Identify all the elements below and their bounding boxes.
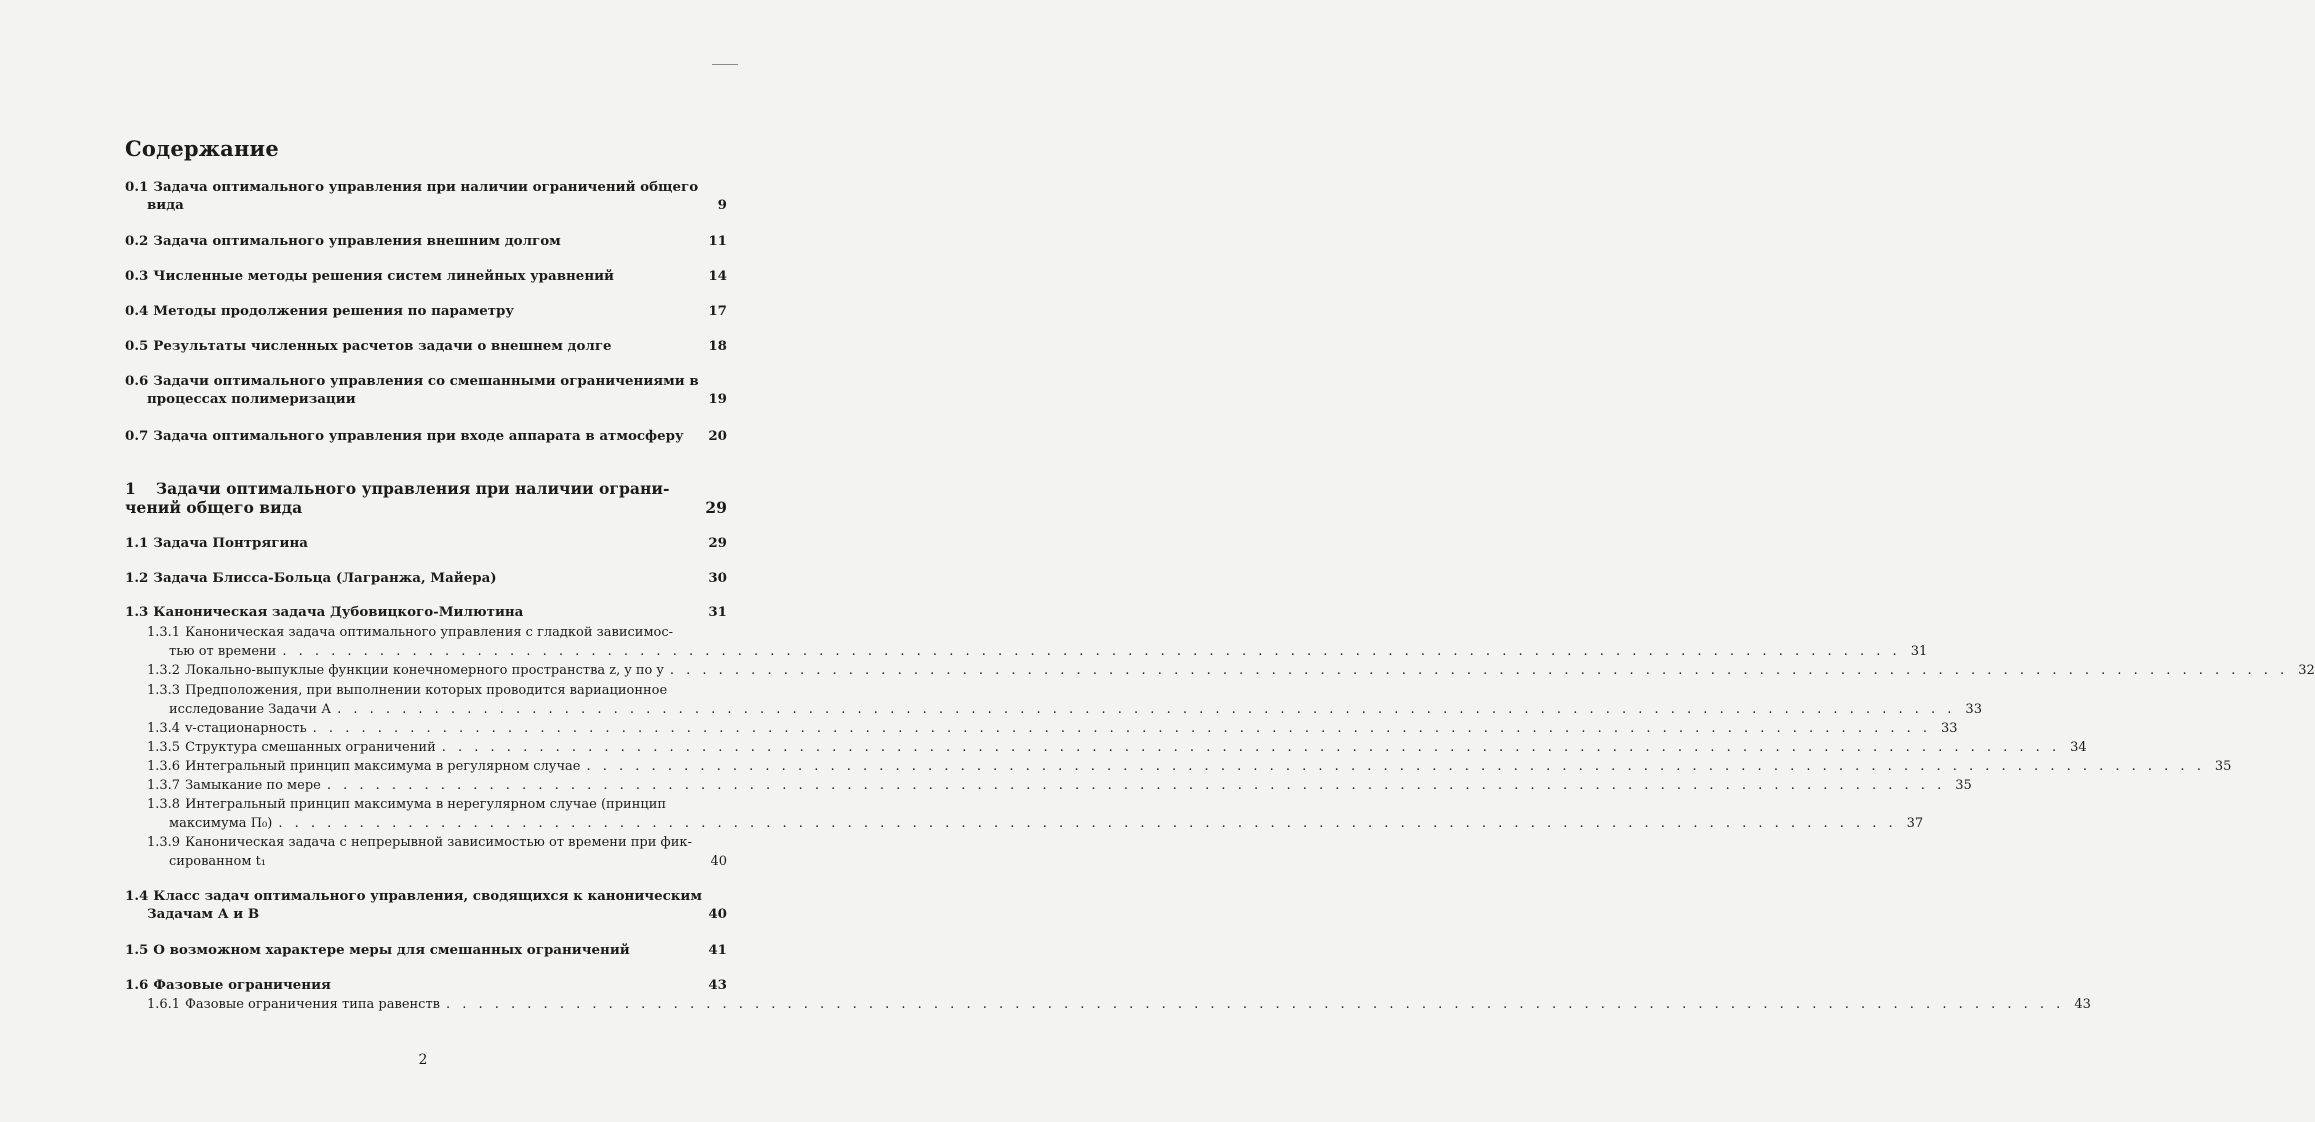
toc-entry-0-2[interactable] [125, 232, 727, 250]
toc-entry-0-7[interactable] [125, 427, 727, 445]
entry-title: Каноническая задача Дубовицкого-Милютина [153, 604, 524, 620]
entry-number: 1.6 [125, 977, 149, 993]
entry-page: 14 [708, 268, 727, 284]
entry-number: 1.5 [125, 942, 149, 958]
toc-subentry-1-3-6[interactable] [147, 757, 2232, 776]
entry-page: 40 [708, 906, 727, 922]
leader-dots [282, 642, 1900, 661]
entry-page: 40 [710, 854, 727, 869]
entry-number: 1.6.1 [147, 997, 181, 1012]
entry-page: 35 [1955, 778, 1972, 793]
entry-title: Каноническая задача с непрерывной зависимостью от времени при фик- [185, 835, 692, 850]
toc-entry-0-1[interactable] [125, 178, 727, 214]
entry-title-cont: вида [147, 197, 184, 213]
entry-number: 1.3.2 [147, 663, 181, 678]
entry-page: 29 [708, 535, 727, 551]
entry-number: 1.1 [125, 535, 149, 551]
entry-title: Предположения, при выполнении которых проводится вариационное [185, 683, 668, 698]
entry-page: 18 [708, 338, 727, 354]
page-title: Содержание [125, 136, 279, 161]
entry-title: Фазовые ограничения [153, 977, 331, 993]
entry-number: 1.2 [125, 570, 149, 586]
entry-title: Каноническая задача оптимального управления с гладкой зависимос- [185, 625, 674, 640]
entry-title: Интегральный принцип максимума в нерегулярном случае (принцип [185, 797, 667, 812]
entry-title: Задачи оптимального управления со смешанными ограничениями в [153, 373, 699, 389]
entry-title: Замыкание по мере [185, 778, 321, 793]
entry-title: Задача Понтрягина [153, 535, 308, 551]
entry-page: 17 [708, 303, 727, 319]
entry-page: 43 [2074, 997, 2091, 1012]
entry-title: Задача оптимального управления при наличии ограничений общего [153, 179, 699, 195]
entry-title-cont: тью от времени [169, 644, 277, 659]
entry-number: 0.3 [125, 268, 149, 284]
toc-chapter-1[interactable] [125, 479, 727, 517]
entry-number: 1.3.7 [147, 778, 181, 793]
toc-entry-0-3[interactable] [125, 267, 727, 285]
leader-dots [587, 757, 2205, 776]
entry-title: Структура смешанных ограничений [185, 740, 436, 755]
entry-title: Методы продолжения решения по параметру [153, 303, 514, 319]
entry-page: 19 [708, 391, 727, 407]
entry-title-cont: процессах полимеризации [147, 391, 356, 407]
page-number: 2 [418, 1052, 428, 1068]
entry-number: 1.4 [125, 888, 149, 904]
toc-subentry-1-3-5[interactable] [147, 738, 2087, 757]
toc-entry-0-4[interactable] [125, 302, 727, 320]
chapter-number: 1 [125, 479, 136, 498]
entry-page: 33 [1941, 721, 1958, 736]
entry-number: 0.2 [125, 233, 149, 249]
entry-number: 0.1 [125, 179, 149, 195]
entry-page: 34 [2070, 740, 2087, 755]
leader-dots [670, 661, 2288, 680]
entry-page: 37 [1906, 816, 1924, 831]
entry-page: 33 [1965, 702, 1982, 717]
entry-page: 43 [708, 977, 727, 993]
entry-title: Задача оптимального управления при входе аппарата в атмосферу [153, 428, 684, 444]
entry-title-cont: исследование Задачи А [169, 702, 332, 717]
toc-entry-1-6[interactable] [125, 976, 727, 994]
toc-entry-1-5[interactable] [125, 941, 727, 959]
toc-entry-1-3[interactable] [125, 603, 727, 621]
entry-number: 1.3.3 [147, 683, 181, 698]
entry-title: Задача Блисса-Больца (Лагранжа, Майера) [153, 570, 497, 586]
entry-title: Задача оптимального управления внешним долгом [153, 233, 561, 249]
toc-subentry-1-3-3[interactable] [147, 681, 1982, 719]
entry-page: 30 [708, 570, 727, 586]
toc-subentry-1-3-8[interactable] [147, 795, 1924, 833]
leader-dots [442, 738, 2060, 757]
leader-dots [446, 995, 2064, 1014]
entry-number: 1.3.8 [147, 797, 181, 812]
entry-number: 1.3.6 [147, 759, 181, 774]
entry-page: 9 [717, 197, 727, 213]
entry-number: 0.6 [125, 373, 149, 389]
entry-page: 35 [2214, 759, 2232, 774]
toc-subentry-1-3-9[interactable] [147, 833, 727, 871]
entry-title: Локально-выпуклые функции конечномерного пространства z, y по y [185, 663, 664, 678]
entry-page: 31 [708, 604, 727, 620]
toc-subentry-1-6-1[interactable] [147, 995, 2091, 1014]
entry-title: Класс задач оптимального управления, сводящихся к каноническим [153, 888, 702, 904]
leader-dots [327, 776, 1945, 795]
toc-entry-1-2[interactable] [125, 569, 727, 587]
entry-page: 41 [708, 942, 727, 958]
entry-page: 11 [708, 233, 727, 249]
entry-number: 1.3 [125, 604, 149, 620]
entry-title: v-стационарность [185, 721, 307, 736]
entry-number: 0.4 [125, 303, 149, 319]
chapter-title: Задачи оптимального управления при наличии ограни- [155, 479, 670, 498]
toc-subentry-1-3-1[interactable] [147, 623, 1928, 661]
entry-title-cont: сированном t₁ [169, 854, 266, 869]
toc-subentry-1-3-4[interactable] [147, 719, 1958, 738]
entry-title: Результаты численных расчетов задачи о внешнем долге [153, 338, 612, 354]
toc-subentry-1-3-2[interactable] [147, 661, 2315, 680]
toc-entry-0-5[interactable] [125, 337, 727, 355]
leader-dots [278, 814, 1896, 833]
chapter-page: 29 [705, 498, 727, 517]
entry-number: 1.3.9 [147, 835, 181, 850]
entry-number: 1.3.4 [147, 721, 181, 736]
leader-dots [337, 700, 1955, 719]
toc-entry-1-1[interactable] [125, 534, 727, 552]
entry-page: 32 [2298, 663, 2315, 678]
entry-page: 31 [1910, 644, 1928, 659]
toc-entry-0-6[interactable] [125, 372, 727, 408]
toc-entry-1-4[interactable] [125, 887, 727, 923]
entry-title: О возможном характере меры для смешанных ограничений [153, 942, 630, 958]
top-rule [712, 64, 738, 65]
entry-title-cont: Задачам А и В [147, 906, 260, 922]
entry-title: Численные методы решения систем линейных уравнений [153, 268, 614, 284]
chapter-title-cont: чений общего вида [125, 498, 303, 517]
entry-number: 0.7 [125, 428, 149, 444]
entry-title: Фазовые ограничения типа равенств [185, 997, 440, 1012]
entry-page: 20 [708, 428, 727, 444]
entry-title: Интегральный принцип максимума в регулярном случае [185, 759, 581, 774]
entry-number: 1.3.5 [147, 740, 181, 755]
entry-number: 0.5 [125, 338, 149, 354]
entry-number: 1.3.1 [147, 625, 181, 640]
leader-dots [313, 719, 1931, 738]
entry-title-cont: максимума П₀) [169, 816, 273, 831]
toc-subentry-1-3-7[interactable] [147, 776, 1972, 795]
